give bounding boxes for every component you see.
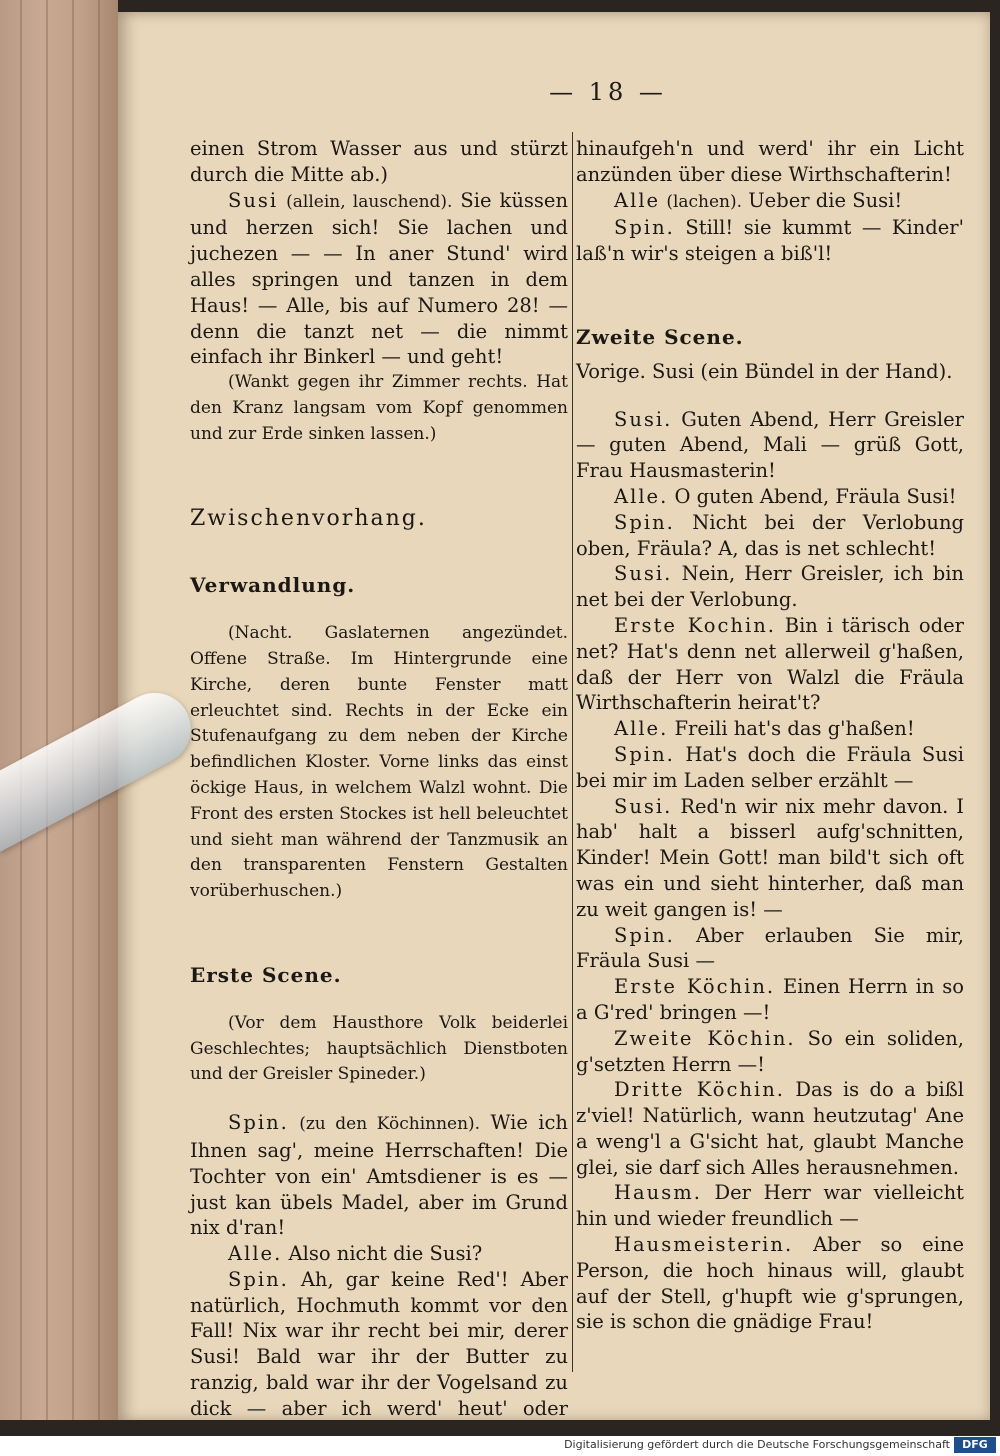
spoken-text: So ein soliden, g'setzten Herrn —! (576, 1026, 964, 1076)
stage-direction: (Nacht. Gaslaternen angezündet. Offene Straße. Im Hintergrunde eine Kirche, deren bunte Fenster matt erleuchtet sind. Rechts in der Ecke ein Stufenaufgang zu dem neben der Kirche befindlichen Kloster. Vorne links das einst öckige Haus, in welchem Walzl wohnt. Die Front des ersten Stockes ist hell beleuchtet und sieht man während der Tanzmusik an den transparenten Fenstern Gestalten vorüberhuschen.) (190, 623, 568, 902)
dialogue-line (576, 613, 964, 716)
dialogue-line (576, 407, 964, 484)
spoken-text: Still! sie kummt — Kinder' laß'n wir's steigen a biß'l! (576, 216, 964, 266)
speaker-name: Alle. (228, 1242, 283, 1266)
speaker-name: Dritte Köchin. (614, 1078, 785, 1102)
inline-direction: (zu den Köchinnen). (299, 1114, 481, 1135)
dialogue-line (576, 716, 964, 742)
spoken-text: Hat's doch die Fräula Susi bei mir im Laden selber erzählt — (576, 742, 965, 792)
column-divider (572, 132, 573, 1372)
text-paragraph: hinaufgeh'n und werd' ihr ein Licht anzünden über diese Wirthschafterin! (576, 137, 964, 186)
dialogue-line (576, 188, 964, 216)
spoken-text: Freili hat's das g'haßen! (674, 717, 915, 741)
speaker-name: Spin. (614, 216, 675, 240)
dialogue-line (576, 742, 964, 794)
dfg-logo: DFG (954, 1437, 996, 1453)
speaker-name: Erste Kochin. (614, 613, 776, 637)
dialogue-line (576, 1180, 964, 1232)
speaker-name: Hausmeisterin. (614, 1233, 794, 1257)
spoken-text: Nicht bei der Verlobung oben, Fräula? A, das is net schlecht! (576, 510, 965, 560)
dialogue-line (576, 561, 964, 613)
speaker-name: Spin. (614, 510, 675, 534)
dialogue-line (190, 1241, 568, 1267)
speaker-name: Alle. (614, 484, 669, 508)
speaker-name: Spin. (614, 742, 675, 766)
spoken-text: Ueber die Susi! (748, 188, 903, 212)
dialogue-line (576, 215, 964, 267)
book-edge (0, 0, 118, 1420)
inline-direction: (allein, lauschend). (286, 191, 453, 212)
dialogue-line (576, 510, 964, 562)
spoken-text: Das is do a bißl z'viel! Natürlich, wann heutzutag' Ane a weng'l a G'sicht hat, glaubt Manche glei, sie darf sich Alles herausnehmen. (576, 1078, 964, 1179)
dialogue-line (576, 974, 964, 1026)
spoken-text: Einen Herrn in so a G'red' bringen —! (576, 975, 964, 1024)
spoken-text: Ah, gar keine Red'! Aber natürlich, Hochmuth kommt vor den Fall! Nix war ihr recht bei mir, derer Susi! Bald war ihr der Butter zu ranzig, bald war ihr der Vogelsand zu dick — aber ich werd' heut' oder (190, 1267, 568, 1420)
text-paragraph: einen Strom Wasser aus und stürzt durch die Mitte ab.) (190, 137, 568, 186)
spoken-text: Sie küssen und herzen sich! Sie lachen und juchezen — — In aner Stund' wird alles springen und tanzen in dem Haus! — Alle, bis auf Numero 28! — denn die tanzt net — die nimmt einfach ihr Binkerl — und geht! (190, 188, 569, 369)
speaker-name: Susi. (614, 794, 673, 818)
speaker-name: Alle. (614, 717, 669, 741)
dialogue-line (190, 1110, 568, 1241)
speaker-name: Hausm. (614, 1181, 702, 1205)
spoken-text: Wie ich Ihnen sag', meine Herrschaften! Die Tochter von ein' Amtsdiener is es — just kan übels Madel, aber im Grund nix d'ran! (190, 1111, 568, 1240)
scene-heading: Verwandlung. (190, 573, 356, 598)
text-paragraph: Vorige. Susi (ein Bündel in der Hand). (576, 359, 953, 383)
dialogue-line (576, 794, 964, 923)
dialogue-line (576, 1026, 964, 1078)
dialogue-line (576, 1077, 964, 1180)
inline-direction: (lachen). (666, 191, 743, 212)
spoken-text: Aber so eine Person, die hoch hinaus will, glaubt auf der Stell, g'hupft wie g'sprungen, sie is schon die gnädige Frau! (576, 1233, 965, 1334)
spoken-text: Red'n wir nix mehr davon. I hab' halt a bisserl aufg'schnitten, Kinder! Mein Gott! man bild't sich oft was ein und sieht hinterher, daß man zu weit gangen is! — (576, 794, 964, 921)
speaker-name: Alle (614, 188, 661, 212)
speaker-name: Susi. (614, 407, 673, 431)
right-column (576, 136, 964, 1335)
spoken-text: Also nicht die Susi? (288, 1242, 483, 1266)
dialogue-line (576, 484, 964, 510)
speaker-name: Zweite Köchin. (614, 1026, 796, 1050)
spoken-text: Nein, Herr Greisler, ich bin net bei der Verlobung. (576, 562, 964, 612)
speaker-name: Erste Köchin. (614, 975, 776, 999)
speaker-name: Spin. (614, 923, 675, 947)
scene-heading: Erste Scene. (190, 962, 342, 987)
book-page (118, 12, 990, 1422)
speaker-name: Spin. (228, 1111, 289, 1135)
stage-direction: (Vor dem Hausthore Volk beiderlei Geschlechtes; hauptsächlich Dienstboten und der Greisler Spineder.) (190, 1012, 568, 1085)
speaker-name: Spin. (228, 1267, 289, 1291)
dialogue-line (190, 188, 568, 371)
footer-credit: Digitalisierung gefördert durch die Deutsche Forschungsgemeinschaft (564, 1438, 950, 1451)
spoken-text: Der Herr war vielleicht hin und wieder freundlich — (576, 1181, 964, 1231)
page-number: — 18 — (549, 78, 667, 106)
footer (0, 1436, 1000, 1456)
spoken-text: O guten Abend, Fräula Susi! (674, 484, 957, 508)
spoken-text: Aber erlauben Sie mir, Fräula Susi — (576, 923, 964, 973)
scene-heading: Zweite Scene. (576, 324, 744, 349)
spoken-text: Bin i tärisch oder net? Hat's denn net allerweil g'haßen, daß der Herr von Walzl die Fräula Wirthschafterin heirat't? (576, 613, 964, 715)
spoken-text: Guten Abend, Herr Greisler— guten Abend, Mali — grüß Gott, Frau Hausmasterin! (576, 407, 964, 483)
interlude-heading: Zwischenvorhang. (190, 505, 427, 531)
stage-direction: (Wankt gegen ihr Zimmer rechts. Hat den Kranz langsam vom Kopf genommen und zur Erde sinken lassen.) (190, 372, 568, 444)
speaker-name: Susi. (614, 562, 673, 586)
left-column (190, 136, 568, 1447)
dialogue-line (576, 1232, 964, 1335)
dialogue-line (576, 923, 964, 975)
speaker-name: Susi (228, 188, 279, 212)
